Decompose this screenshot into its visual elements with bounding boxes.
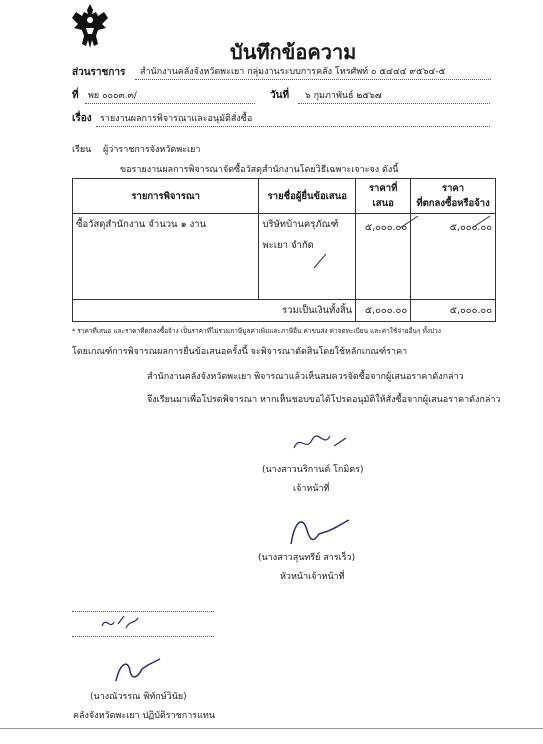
row-agreed: ๕,๐๐๐.๐๐ [411,214,496,300]
approver-title: คลังจังหวัดพะเยา ปฏิบัติราชการแทน [73,711,215,721]
approver-name: (นางณัวรรณ พิทักษ์วินัย) [90,692,187,702]
date-dotline [298,103,490,104]
approval-handwriting [100,612,140,638]
officer-name: (นางสาวนริกานต์ โกมิตร) [262,465,364,475]
approval-dotline [72,636,214,637]
approval-dotline [72,611,214,612]
total-label: รวมเป็นเงินทั้งสิ้น [73,300,356,322]
date-value: ๖ กุมภาพันธ์ ๒๕๖๗ [305,91,382,101]
subject-dotline [96,126,490,127]
page-bottom-rule [0,728,543,729]
header-bidder: รายชื่อผู้ยื่นข้อเสนอ [259,179,356,214]
ref-value: พย ๐๐๐๓.๓/ [88,91,137,101]
subject-label: เรื่อง [72,113,92,124]
memo-title: บันทึกข้อความ [230,40,357,64]
ref-dotline [85,103,255,104]
request-paragraph: จึงเรียนมาเพื่อโปรดพิจารณา หากเห็นชอบขอได้โปรดอนุมัติให้สั่งซื้อจากผู้เสนอราคาดังกล่าว [147,395,501,405]
table-total-row [73,300,496,322]
date-label: วันที่ [270,90,290,101]
ref-label: ที่ [72,90,79,101]
recommendation-paragraph: สำนักงานคลังจังหวัดพะเยา พิจารณาแล้วเห็นสมควรจัดซื้อจากผู้เสนอราคาดังกล่าว [147,372,464,382]
approver-signature [112,655,162,689]
garuda-emblem-icon [68,2,112,52]
salutation-label: เรียน [72,145,92,155]
dept-label: ส่วนราชการ [72,67,126,78]
table-header-row [73,179,496,214]
header-price-offered: ราคาที่เสนอ [356,179,411,214]
total-offered: ๕,๐๐๐.๐๐ [356,300,411,322]
row-item: ซื้อวัสดุสำนักงาน จำนวน ๑ งาน [73,214,259,300]
row-offered: ๕,๐๐๐.๐๐ [356,214,411,300]
header-price-agreed: ราคา ที่ตกลงซื้อหรือจ้าง [411,179,496,214]
check-mark-icon [312,250,342,270]
subject-value: รายงานผลการพิจารณาและอนุมัติสั่งซื้อ [100,114,253,124]
criteria-paragraph: โดยเกณฑ์การพิจารณผลการยื่นข้อเสนอครั้งนี้ จะพิจารณาตัดสินโดยใช้หลักเกณฑ์ราคา [72,347,408,357]
dept-value: สำนักงานคลังจังหวัดพะเยา กลุ่มงานระบบการคลัง โทรศัพท์ ๐ ๕๔๔๔ ๙๕๖๔-๕ [140,67,446,77]
intro-text: ขอรายงานผลการพิจารณาจัดซื้อวัสดุสำนักงานโดยวิธีเฉพาะเจาะจง ดังนี้ [120,165,399,175]
row-bidder: บริษัทบ้านครุภัณฑ์ พะเยา จำกัด [259,214,356,300]
header-item: รายการพิจารณา [73,179,259,214]
head-title: หัวหน้าเจ้าหน้าที่ [280,572,345,582]
salutation-value: ผู้ว่าราชการจังหวัดพะเยา [103,145,201,155]
table-row [73,214,496,300]
head-signature [285,510,355,554]
footnote: * ราคาที่เสนอ และราคาที่ตกลงซื้อจ้าง เป็นราคาที่ไม่รวมภาษีมูลค่าเพิ่มและภาษีอื่น ค่าขนส่ง ค่าจดทะเบียน และค่าใช้จ่ายอื่นๆ ทั้งปวง [72,327,441,335]
head-name: (นางสาวสุนทรีย์ สารเร็ว) [258,553,356,563]
officer-title: เจ้าหน้าที่ [293,484,330,494]
procurement-table [72,178,496,322]
check-mark-icon [470,214,500,234]
dept-dotline [135,79,491,80]
check-mark-icon [398,214,428,234]
total-agreed: ๕,๐๐๐.๐๐ [411,300,496,322]
officer-signature [290,430,350,458]
